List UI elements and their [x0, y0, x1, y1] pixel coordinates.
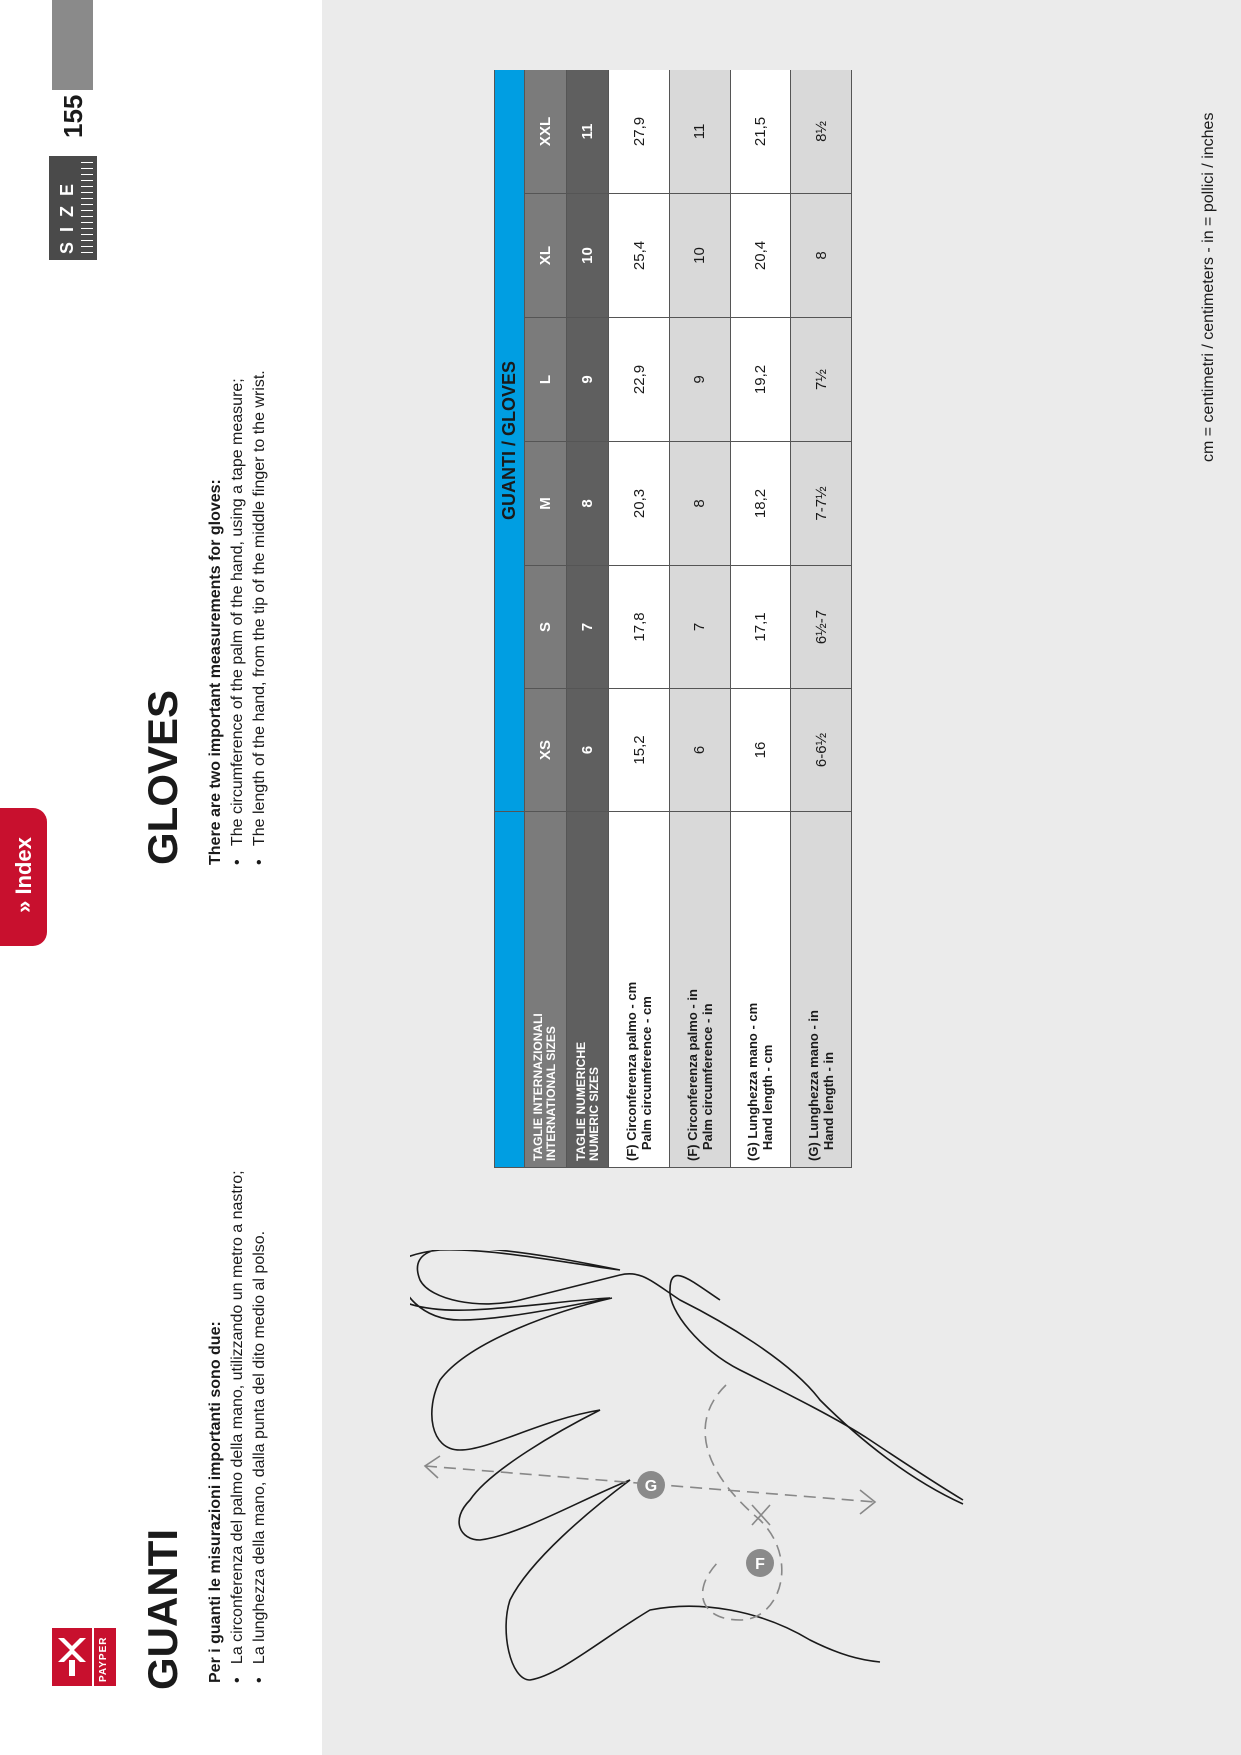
- cell: L: [524, 318, 566, 442]
- g-label: G: [644, 1478, 658, 1495]
- cell: 19,2: [730, 318, 791, 442]
- row-label-it: (F) Circonferenza palmo - cm: [624, 981, 640, 1161]
- row-label-en: Palm circumference - cm: [639, 996, 655, 1151]
- cell: 8: [567, 442, 609, 566]
- row-label-en: Hand length - cm: [760, 1044, 776, 1151]
- english-title: GLOVES: [139, 689, 186, 865]
- hand-diagram: [410, 1250, 970, 1700]
- top-grey-tab: [52, 0, 93, 90]
- row-label: [609, 812, 670, 1168]
- table-title: GUANTI / GLOVES: [495, 70, 525, 812]
- cell: 25,4: [609, 194, 670, 318]
- size-logo: [49, 156, 97, 260]
- row-label-en: Palm circumference - in: [699, 1003, 715, 1151]
- cell: 8: [791, 194, 852, 318]
- table-row-palm-cm: [609, 70, 670, 1168]
- row-label: [791, 812, 852, 1168]
- brand-mark-icon: [52, 1628, 92, 1686]
- row-label-it: (G) Lunghezza mano - in: [806, 1010, 822, 1161]
- cell: XL: [524, 194, 566, 318]
- english-bullet-1-text: The circumference of the palm of the hand, using a tape measure;: [229, 378, 246, 847]
- cell: 9: [669, 318, 730, 442]
- row-label-en: INTERNATIONAL SIZES: [544, 1026, 559, 1161]
- italian-bullet-1: • La circonferenza del palmo della mano, utilizzando un metro a nastro;: [229, 1170, 246, 1683]
- table-row-international-sizes: [524, 70, 566, 1168]
- cell: 8: [669, 442, 730, 566]
- cell: 16: [730, 689, 791, 812]
- cell: 17,1: [730, 566, 791, 689]
- units-footnote: cm = centimetri / centimeters - in = pollici / inches: [1200, 112, 1217, 462]
- cell: S: [524, 566, 566, 689]
- cell: 9: [567, 318, 609, 442]
- row-label-en: NUMERIC SIZES: [586, 1066, 601, 1161]
- cell: 21,5: [730, 70, 791, 194]
- cell: M: [524, 442, 566, 566]
- cell: 20,3: [609, 442, 670, 566]
- row-label-it: (F) Circonferenza palmo - in: [684, 989, 700, 1161]
- cell: 10: [669, 194, 730, 318]
- index-button[interactable]: [0, 808, 47, 946]
- italian-intro: Per i guanti le misurazioni importanti sono due:: [207, 1321, 224, 1683]
- table-row-length-in: [791, 70, 852, 1168]
- row-label: [567, 812, 609, 1168]
- cell: 6: [567, 689, 609, 812]
- row-label-en: Hand length - in: [821, 1051, 837, 1151]
- row-label: [730, 812, 791, 1168]
- palm-circumference-line: [703, 1385, 782, 1620]
- f-label: F: [755, 1556, 765, 1573]
- brand-wordmark: [94, 1628, 116, 1686]
- row-label-it: TAGLIE INTERNAZIONALI: [531, 1013, 546, 1161]
- english-intro: There are two important measurements for gloves:: [207, 479, 224, 865]
- thumb-outline: [670, 1276, 963, 1500]
- row-label-it: (G) Lunghezza mano - cm: [745, 1002, 761, 1161]
- cell: 6-6½: [791, 689, 852, 812]
- cell: 6½-7: [791, 566, 852, 689]
- row-label: [524, 812, 566, 1168]
- cell: 15,2: [609, 689, 670, 812]
- italian-bullet-2: • La lunghezza della mano, dalla punta del dito medio al polso.: [251, 1230, 268, 1683]
- size-table: [494, 70, 852, 1168]
- italian-title: GUANTI: [139, 1529, 186, 1690]
- hand-outline: [410, 1250, 963, 1504]
- italian-bullet-1-text: La circonferenza del palmo della mano, utilizzando un metro a nastro;: [229, 1170, 246, 1665]
- cell: 22,9: [609, 318, 670, 442]
- row-label: [669, 812, 730, 1168]
- english-bullet-2-text: The length of the hand, from the tip of the middle finger to the wrist.: [251, 370, 268, 847]
- ruler-icon: [81, 162, 93, 254]
- size-table-wrapper: [494, 70, 852, 1168]
- brand-name: PAYPER: [98, 1636, 109, 1682]
- english-bullet-2: • The length of the hand, from the tip of the middle finger to the wrist.: [251, 370, 268, 865]
- cell: 17,8: [609, 566, 670, 689]
- size-label: SIZE: [57, 173, 77, 254]
- cell: XXL: [524, 70, 566, 194]
- cell: 11: [567, 70, 609, 194]
- cell: 7: [669, 566, 730, 689]
- italian-bullet-2-text: La lunghezza della mano, dalla punta del dito medio al polso.: [251, 1230, 268, 1665]
- cell: 7½: [791, 318, 852, 442]
- cell: 6: [669, 689, 730, 812]
- cell: 18,2: [730, 442, 791, 566]
- table-row-length-cm: [730, 70, 791, 1168]
- cell: 27,9: [609, 70, 670, 194]
- english-bullet-1: • The circumference of the palm of the hand, using a tape measure;: [229, 378, 246, 865]
- page-number: 155: [58, 94, 88, 138]
- cell: 7-7½: [791, 442, 852, 566]
- table-row-numeric-sizes: [567, 70, 609, 1168]
- table-title-spacer: [495, 812, 525, 1168]
- cell: 20,4: [730, 194, 791, 318]
- index-label: » Index: [11, 837, 36, 913]
- cell: 8½: [791, 70, 852, 194]
- cell: 7: [567, 566, 609, 689]
- cell: XS: [524, 689, 566, 812]
- row-label-it: TAGLIE NUMERICHE: [573, 1041, 588, 1161]
- table-row-palm-in: [669, 70, 730, 1168]
- brand-logo: [52, 1628, 118, 1686]
- cell: 11: [669, 70, 730, 194]
- cell: 10: [567, 194, 609, 318]
